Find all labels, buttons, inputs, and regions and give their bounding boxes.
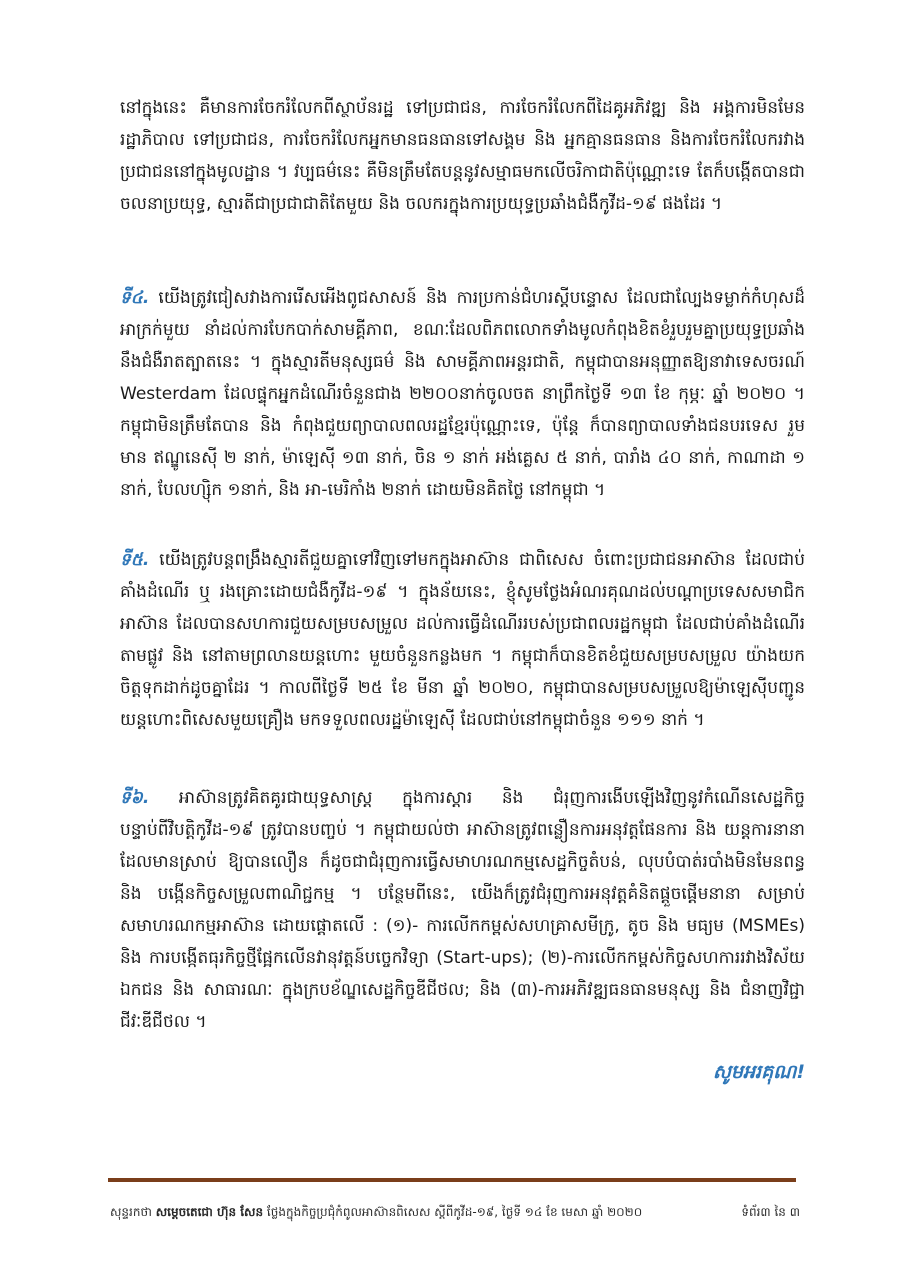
paragraph-3-text: យើងត្រូវបន្តពង្រឹងស្មារតីជួយគ្នាទៅវិញទៅមកក្នុងអាស៊ាន ជាពិសេស ចំពោះប្រជាជនអាស៊ាន ដែលជាប់គាំងដំណើរ ឬ រងគ្រោះដោយជំងឺកូវីដ-១៩ ។ ក្នុងន័យនេះ, ខ្ញុំសូមថ្លែងអំណរគុណដល់បណ្ដាប្រទេសសមាជិកអាស៊ាន ដែលបានសហការជួយសម្របសម្រួល ដល់ការធ្វើដំណើររបស់ប្រជាពលរដ្ឋកម្ពុជា ដែលជាប់គាំងដំណើរតាមផ្លូវ និង នៅតាមព្រលានយន្តហោះ មួយចំនួនកន្លងមក ។ កម្ពុជាក៏បានខិតខំជួយសម្របសម្រួល យ៉ាងយកចិត្តទុកដាក់ដូចគ្នាដែរ ។ កាលពីថ្ងៃទី ២៥ ខែ មីនា ឆ្នាំ ២០២០, កម្ពុជាបានសម្របសម្រួលឱ្យម៉ាឡេស៊ីបញ្ជូនយន្តហោះពិសេសមួយគ្រឿង មកទទួលពលរដ្ឋម៉ាឡេស៊ី ដែលជាប់នៅកម្ពុជាចំនួន ១១១ នាក់ ។ — [120, 550, 805, 730]
paragraph-4-text: អាស៊ានត្រូវគិតគូរជាយុទ្ធសាស្ត្រ ក្នុងការស្ដារ និង ជំរុញការងើបឡើងវិញនូវកំណើនសេដ្ឋកិច្ច បន្ទាប់ពីវិបត្តិកូវីដ-១៩ ត្រូវបានបញ្ចប់ ។ កម្ពុជាយល់ថា អាស៊ានត្រូវពន្លឿនការអនុវត្តផែនការ និង យន្តការនានាដែលមានស្រាប់ ឱ្យបានលឿន ក៏ដូចជាជំរុញការធ្វើសមាហរណកម្មសេដ្ឋកិច្ចតំបន់, លុបបំបាត់របាំងមិនមែនពន្ធ និង បង្កើនកិច្ចសម្រួលពាណិជ្ជកម្ម ។ បន្ថែមពីនេះ, យើងក៏ត្រូវជំរុញការអនុវត្តគំនិតផ្ដួចផ្ដើមនានា សម្រាប់សមាហរណកម្មអាស៊ាន ដោយផ្ដោតលើ : (១)- ការលើកកម្ពស់សហគ្រាសមីក្រូ, តូច និង មធ្យម (MSMEs) និង ការបង្កើតធុរកិច្ចថ្មីផ្អែកលើនវានុវត្តន៍បច្ចេកវិទ្យា (Start-ups); (២)-ការលើកកម្ពស់កិច្ចសហការរវាងវិស័យឯកជន និង សាធារណៈ ក្នុងក្របខ័ណ្ឌសេដ្ឋកិច្ចឌីជីថល; និង (៣)-ការអភិវឌ្ឍធនធានមនុស្ស និង ជំនាញវិជ្ជាជីវៈឌីជីថល ។ — [120, 788, 805, 1032]
paragraph-2-text: យើងត្រូវជៀសវាងការរើសអើងពូជសាសន៍ និង ការប្រកាន់ជំហរស្ដីបន្ទោស ដែលជាល្បែងទម្លាក់កំហុសដ៏អាក្រក់មួយ នាំដល់ការបែកបាក់សាមគ្គីភាព, ខណៈដែលពិភពលោកទាំងមូលកំពុងខិតខំរួបរួមគ្នាប្រយុទ្ធប្រឆាំងនឹងជំងឺរាតត្បាតនេះ ។ ក្នុងស្មារតីមនុស្សធម៌ និង សាមគ្គីភាពអន្តរជាតិ, កម្ពុជាបានអនុញ្ញាតឱ្យនាវាទេសចរណ៍ Westerdam ដែលផ្ទុកអ្នកដំណើរចំនួនជាង ២២០០នាក់ចូលចត នាព្រឹកថ្ងៃទី ១៣ ខែ កុម្ភៈ ឆ្នាំ ២០២០ ។ កម្ពុជាមិនត្រឹមតែបាន និង កំពុងជួយព្យាបាលពលរដ្ឋខ្មែរប៉ុណ្ណោះទេ, ប៉ុន្តែ ក៏បានព្យាបាលទាំងជនបរទេស រួមមាន ឥណ្ឌូនេស៊ី ២ នាក់, ម៉ាឡេស៊ី ១៣ នាក់, ចិន ១ នាក់ អង់គ្លេស ៥ នាក់, បារាំង ៤០ នាក់, កាណាដា ១ នាក់, បែលហ្ស៊ិក ១នាក់, និង អា-មេរិកាំង ២នាក់ ដោយមិនគិតថ្លៃ នៅកម្ពុជា ។ — [120, 288, 805, 500]
footer-suffix: ថ្លែងក្នុងកិច្ចប្រជុំកំពូលអាស៊ានពិសេស ស្ដីពីកូវីដ-១៩, ថ្ងៃទី ១៤ ខែ មេសា ឆ្នាំ ២០២០ — [263, 1205, 643, 1219]
paragraph-4-number: ទី៦. — [120, 788, 150, 808]
footer-prefix: សុន្ទរកថា — [110, 1205, 156, 1219]
paragraph-1-text: នៅក្នុងនេះ គឺមានការចែករំលែកពីស្ថាប័នរដ្ឋ ទៅប្រជាជន, ការចែករំលែកពីដៃគូអភិវឌ្ឍ និង អង្គការមិនមែនរដ្ឋាភិបាល ទៅប្រជាជន, ការចែករំលែកអ្នកមានធនធានទៅសង្គម និង អ្នកគ្មានធនធាន និងការចែករំលែករវាងប្រជាជននៅក្នុងមូលដ្ឋាន ។ វប្បធម៌នេះ គឺមិនត្រឹមតែបន្តនូវសម្មាធមកលើចរិកាជាតិប៉ុណ្ណោះទេ តែក៏បង្កើតបានជាចលនាប្រយុទ្ធ, ស្មារតីជាប្រជាជាតិតែមួយ និង ចលករក្នុងការប្រយុទ្ធប្រឆាំងជំងឺកូវីដ-១៩ ផងដែរ ។ — [120, 98, 806, 214]
footer-caption — [110, 1204, 642, 1222]
footer-divider — [108, 1178, 796, 1182]
document-body — [120, 92, 805, 1088]
footer-speaker: សម្ដេចតេជោ ហ៊ុន សែន — [155, 1205, 264, 1219]
closing-thanks: សូមអរគុណ! — [712, 1061, 805, 1083]
paragraph-2 — [120, 282, 805, 544]
paragraph-1 — [120, 92, 805, 282]
paragraph-4 — [120, 782, 805, 1052]
paragraph-3-number: ទី៥. — [120, 550, 150, 570]
page-footer — [110, 1204, 800, 1222]
page-number: ទំព័រ៣ នៃ ៣ — [741, 1205, 800, 1219]
paragraph-3 — [120, 544, 805, 782]
paragraph-2-number: ទី៤. — [120, 288, 150, 308]
